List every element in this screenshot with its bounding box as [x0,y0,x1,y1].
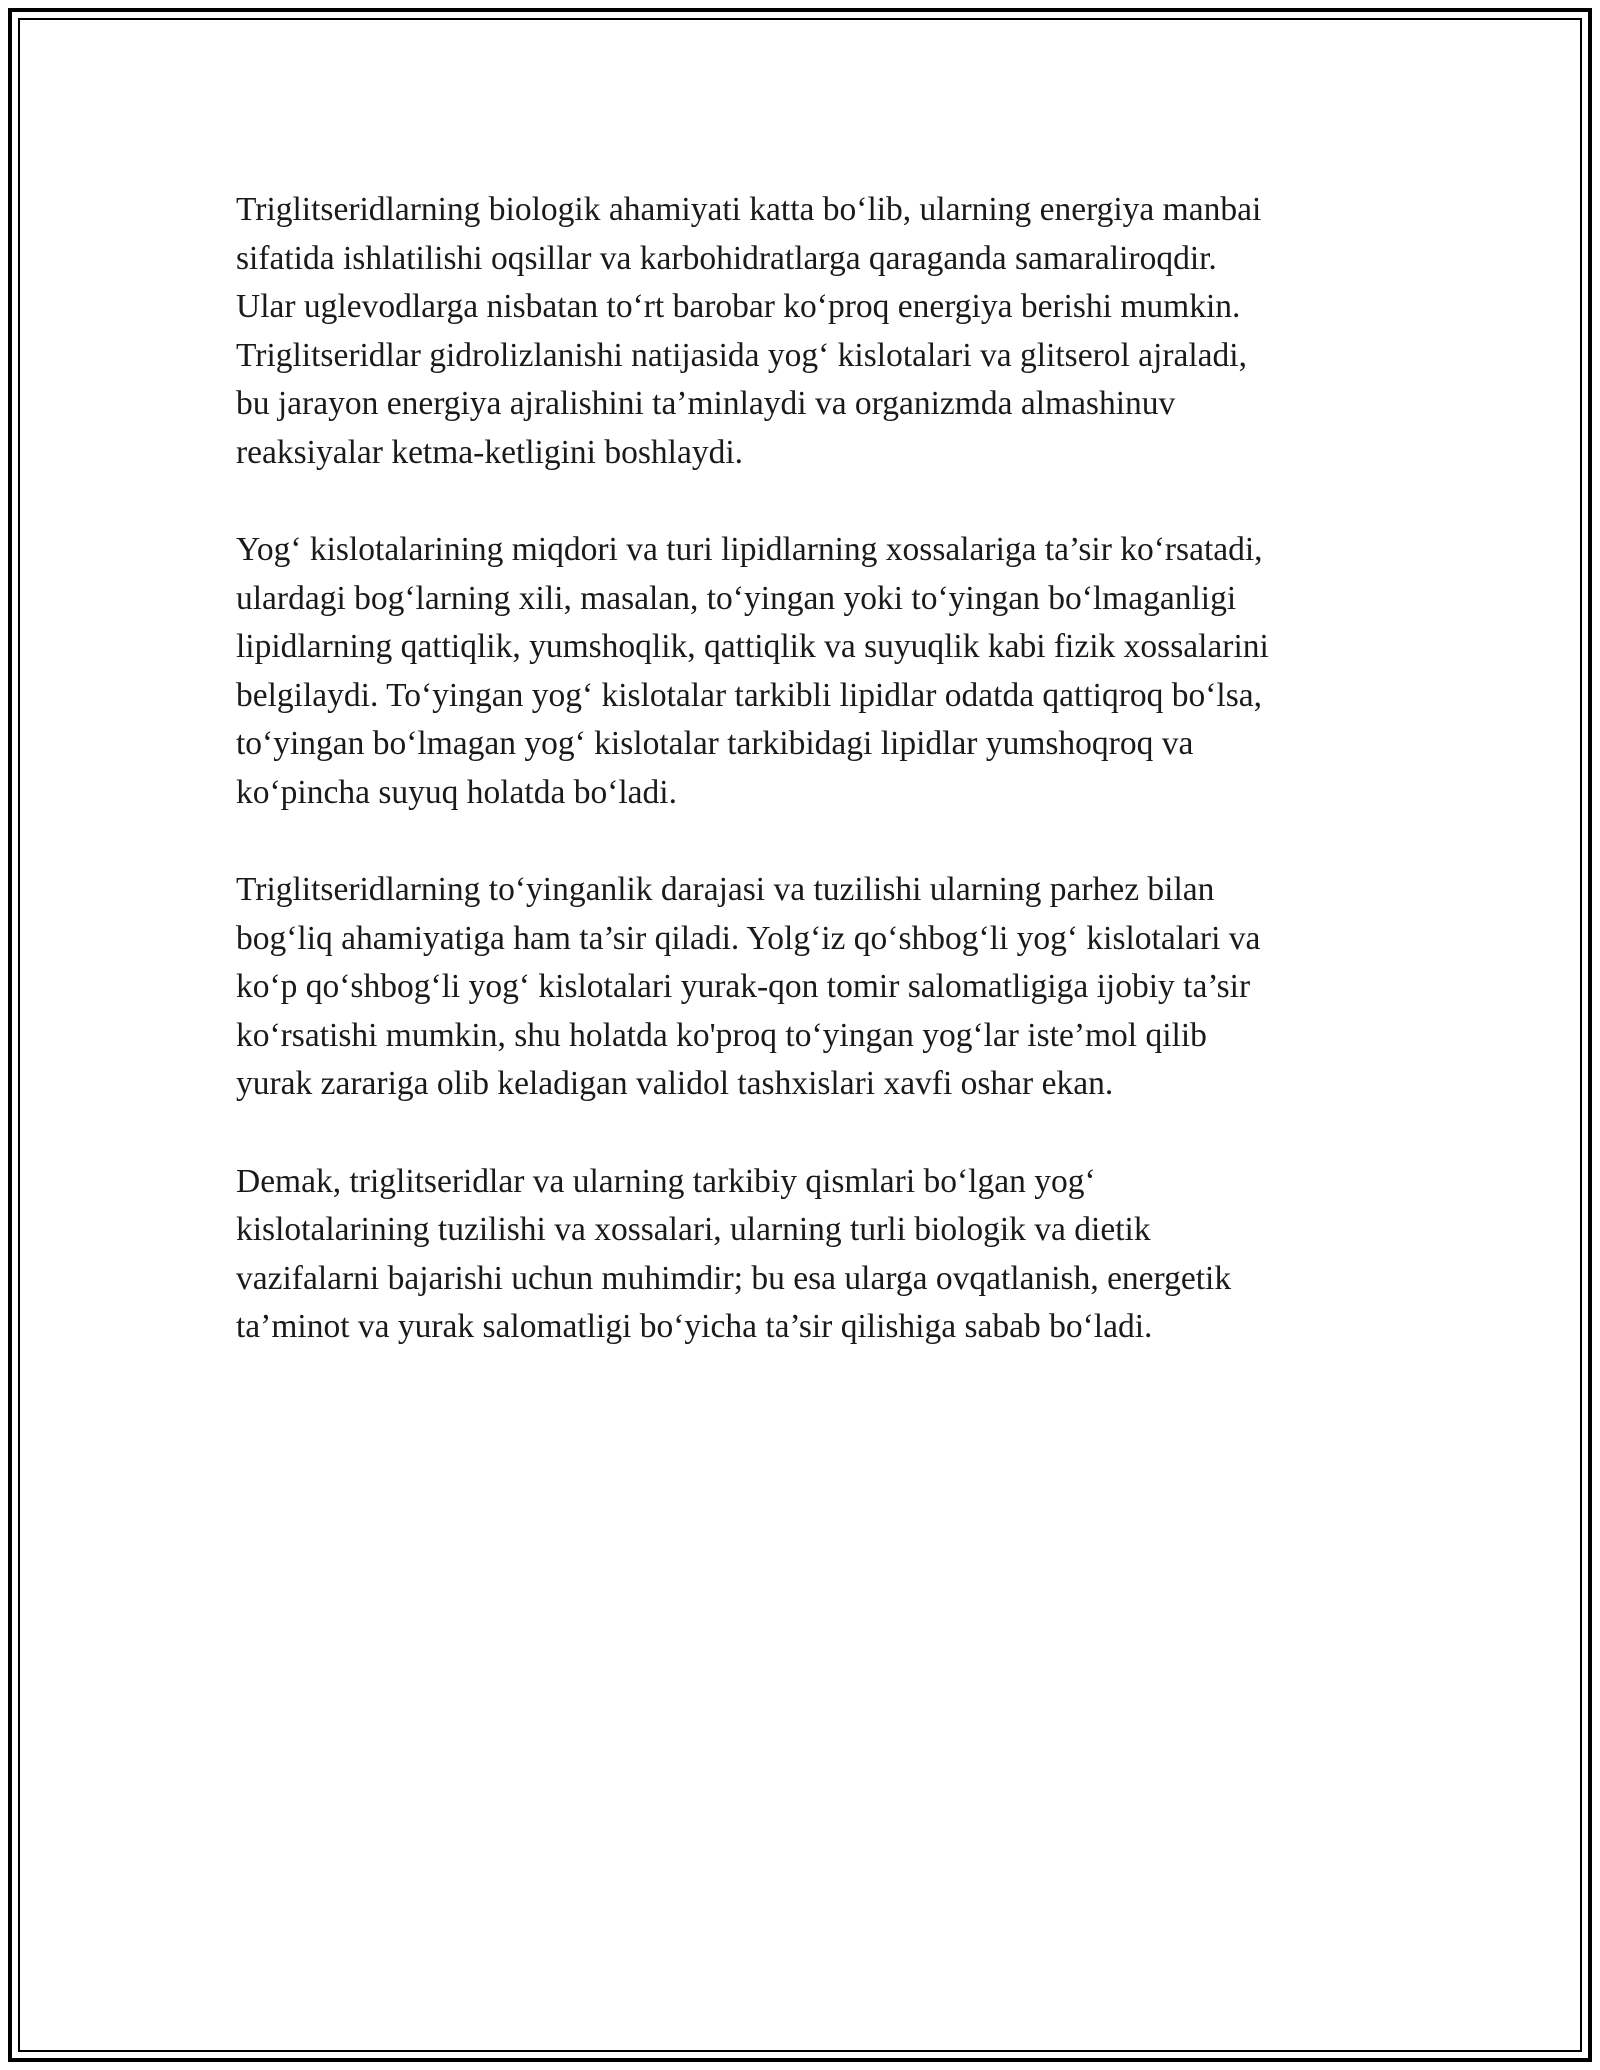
paragraph-3 [236,866,1386,1109]
paragraph-1 [236,186,1386,477]
text-line: ulardagi bog‘larning xili, masalan, to‘yingan yoki to‘yingan bo‘lmaganligi [236,579,1237,617]
document-body [236,186,1386,1401]
text-line: yurak zarariga olib keladigan validol tashxislari xavfi oshar ekan. [236,1065,1114,1102]
text-line: Ular uglevodlarga nisbatan to‘rt barobar ko‘proq energiya berishi mumkin. [236,288,1241,325]
text-line: ko‘rsatishi mumkin, shu holatda ko'proq to‘yingan yog‘lar iste’mol qilib [236,1016,1207,1054]
text-line: lipidlarning qattiqlik, yumshoqlik, qattiqlik va suyuqlik kabi fizik xossalarini [236,628,1269,665]
text-line: Yog‘ kislotalarining miqdori va turi lipidlarning xossalariga ta’sir ko‘rsatadi, [236,531,1263,568]
text-line: belgilaydi. To‘yingan yog‘ kislotalar tarkibli lipidlar odatda qattiqroq bo‘lsa, [236,676,1263,714]
paragraph-4 [236,1158,1386,1352]
text-line: Triglitseridlarning biologik ahamiyati katta bo‘lib, ularning energiya manbai [236,191,1262,228]
text-line: bog‘liq ahamiyatiga ham ta’sir qiladi. Yolg‘iz qo‘shbog‘li yog‘ kislotalari va [236,919,1261,957]
text-line: reaksiyalar ketma-ketligini boshlaydi. [236,433,743,471]
text-line: ko‘p qo‘shbog‘li yog‘ kislotalari yurak-qon tomir salomatligiga ijobiy ta’sir [236,968,1251,1005]
text-line: to‘yingan bo‘lmagan yog‘ kislotalar tarkibidagi lipidlar yumshoqroq va [236,725,1194,762]
text-line: Demak, triglitseridlar va ularning tarkibiy qismlari bo‘lgan yog‘ [236,1162,1096,1200]
text-line: ta’minot va yurak salomatligi bo‘yicha ta’sir qilishiga sabab bo‘ladi. [236,1308,1153,1345]
text-line: kislotalarining tuzilishi va xossalari, ularning turli biologik va dietik [236,1211,1151,1248]
text-line: Triglitseridlar gidrolizlanishi natijasida yog‘ kislotalari va glitserol ajraladi, [236,336,1247,374]
text-line: ko‘pincha suyuq holatda bo‘ladi. [236,773,677,811]
text-line: vazifalarni bajarishi uchun muhimdir; bu esa ularga ovqatlanish, energetik [236,1259,1232,1297]
paragraph-2 [236,526,1386,817]
text-line: Triglitseridlarning to‘yinganlik darajasi va tuzilishi ularning parhez bilan [236,871,1215,908]
text-line: sifatida ishlatilishi oqsillar va karbohidratlarga qaraganda samaraliroqdir. [236,239,1217,277]
text-line: bu jarayon energiya ajralishini ta’minlaydi va organizmda almashinuv [236,385,1176,422]
